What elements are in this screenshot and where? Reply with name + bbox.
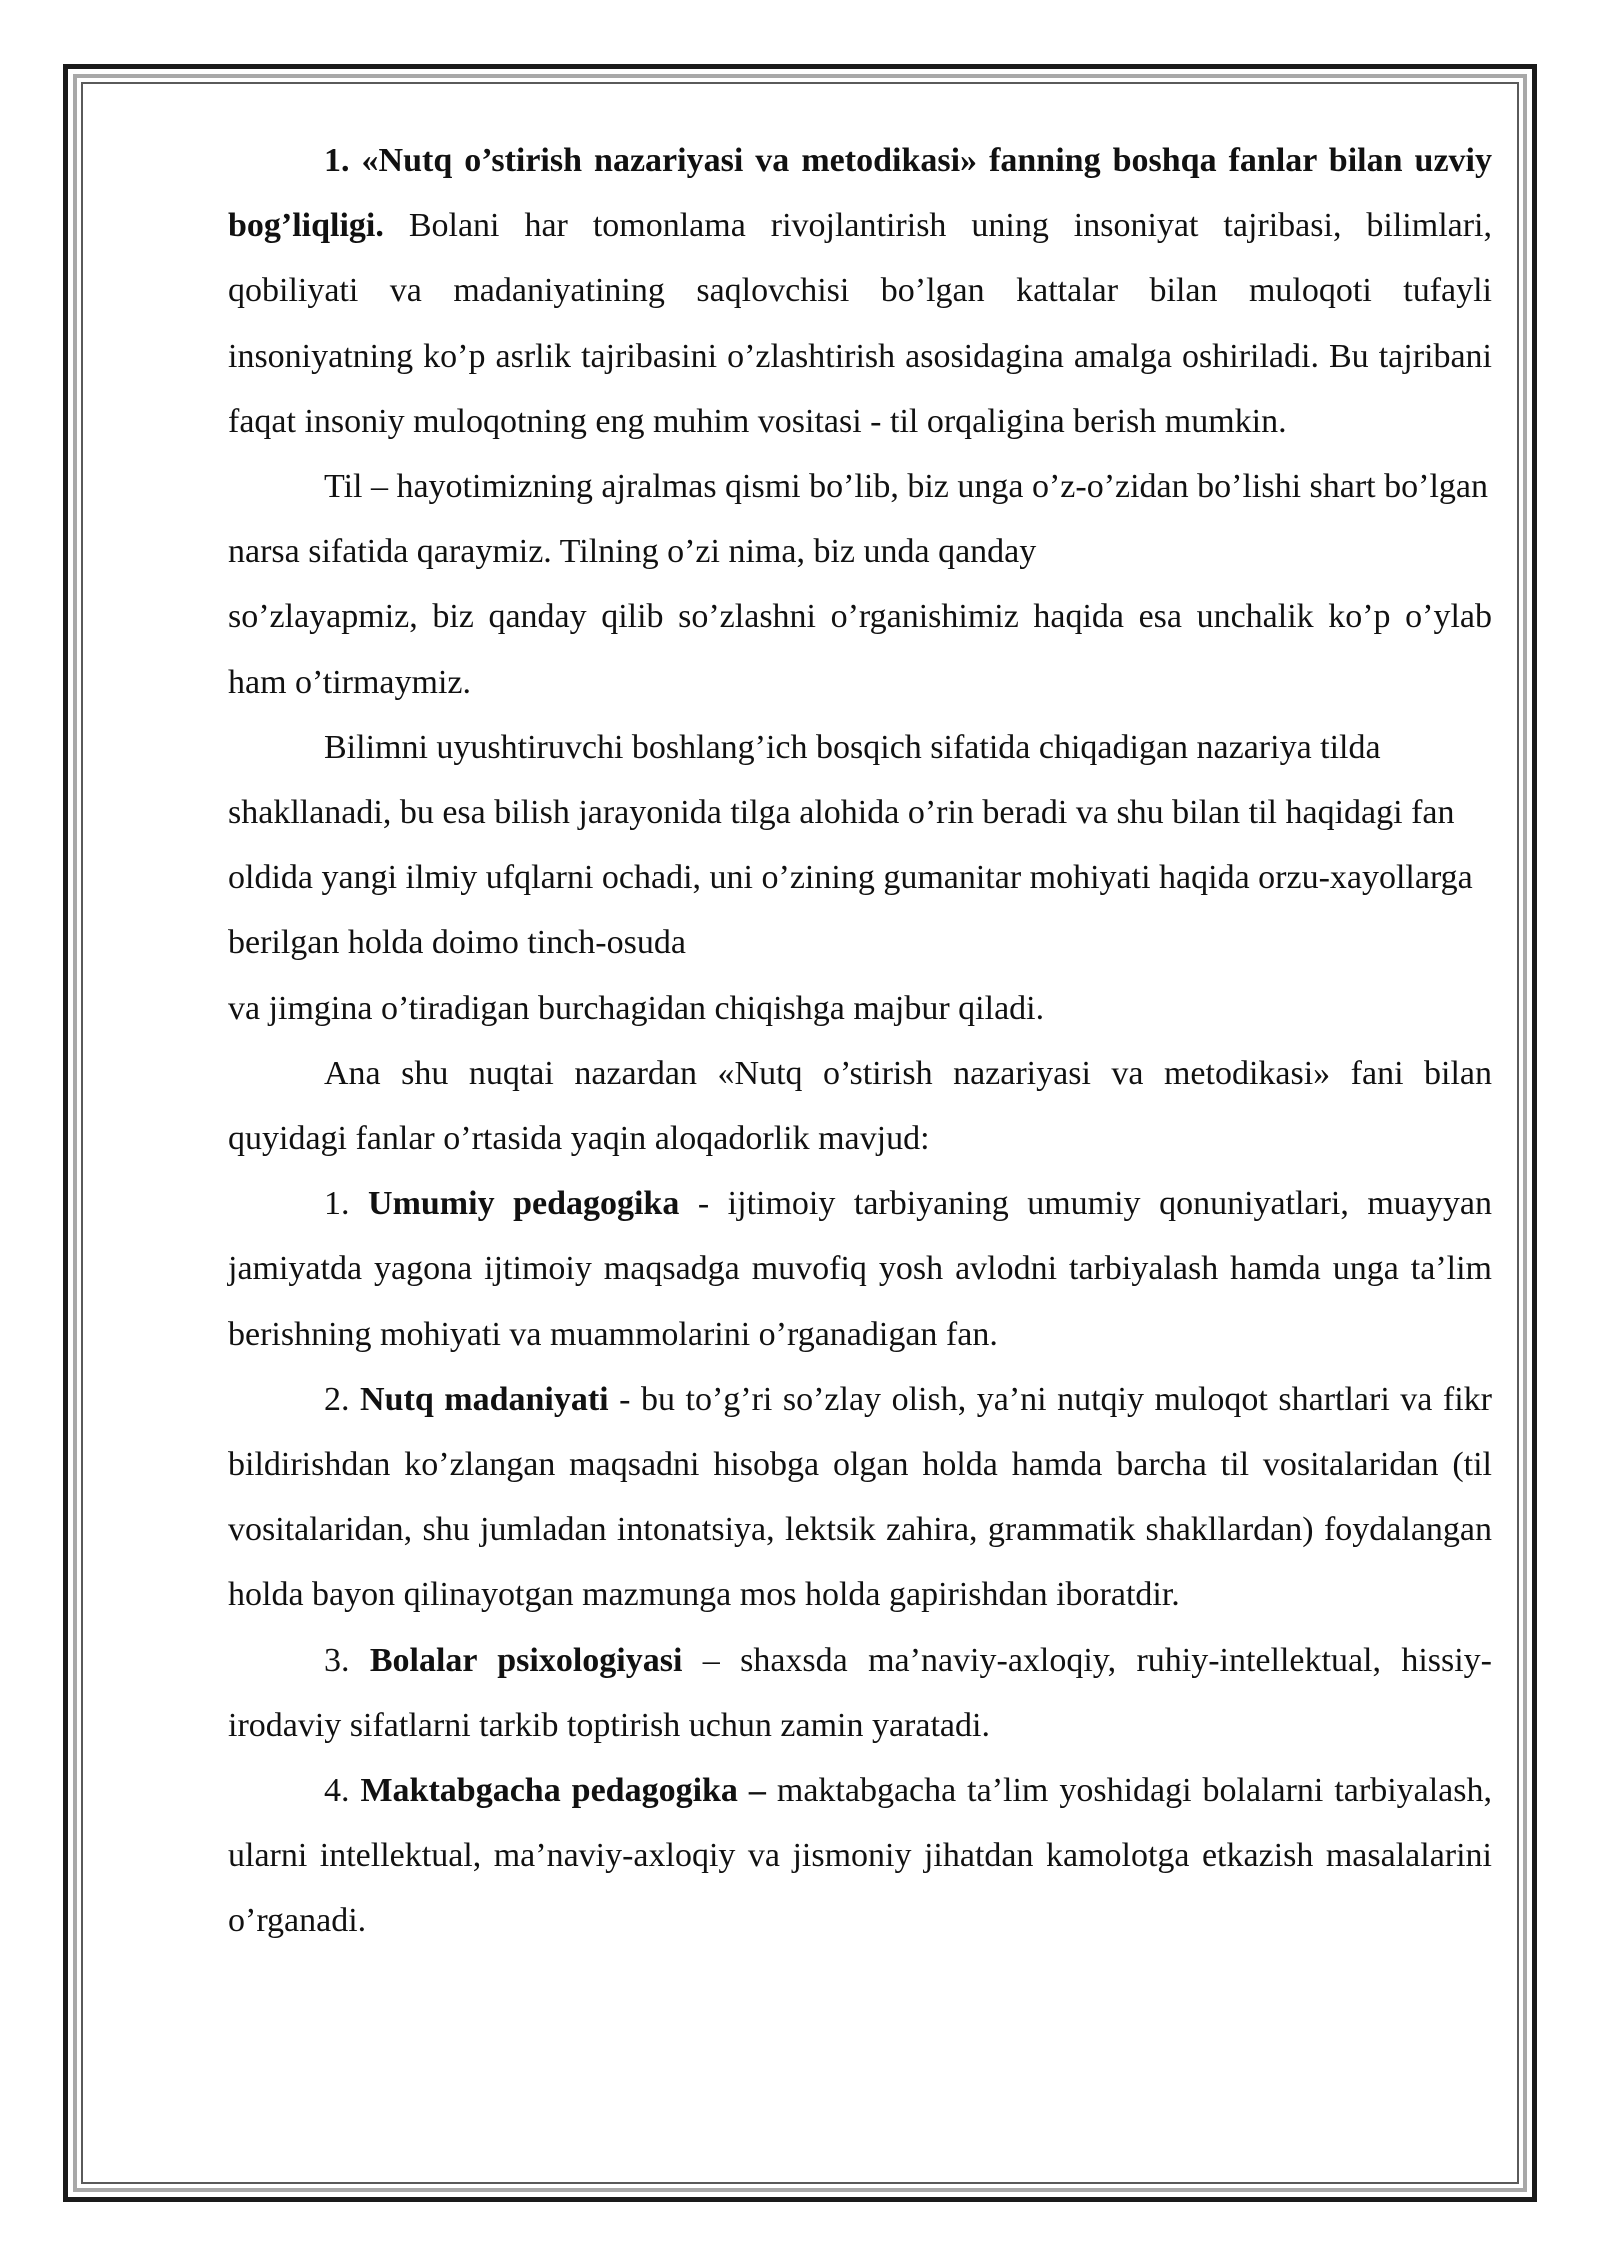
list-item-number: 1.: [324, 1185, 369, 1223]
list-item-text: maktabgacha ta’lim yoshidagi bolalarni tarbiyalash, ularni intellektual, ma’naviy-axloqiy va jismoniy jihatdan kamolotga etkazish masalalarini o’rganadi.: [228, 1772, 1492, 1940]
list-item-text: - ijtimoiy tarbiyaning umumiy qonuniyatlari, muayyan jamiyatda yagona ijtimoiy maqsadga muvofiq yosh avlodni tarbiyalash hamda unga ta’lim berishning mohiyati va muammolarini o’rganadigan fan.: [228, 1185, 1492, 1353]
section-heading: 1. «Nutq o’stirish nazariyasi va metodikasi» fanning boshqa fanlar bilan uzviy bog’liqligi.: [228, 142, 1492, 245]
list-item-term: Nutq madaniyati: [360, 1380, 609, 1418]
paragraph-til-line1: Til – hayotimizning ajralmas qismi bo’lib, biz unga o’z-o’zidan bo’lishi shart bo’lgan narsa sifatida qaraymiz. Tilning o’zi nima, biz unda qanday: [228, 468, 1488, 571]
list-item-number: 3.: [324, 1641, 370, 1679]
paragraph-intro-text: Bolani har tomonlama rivojlantirish uning insoniyat tajribasi, bilimlari, qobiliyati va madaniyatining saqlovchisi bo’lgan kattalar bilan muloqoti tufayli insoniyatning ko’p asrlik tajribasini o’zlashtirish asosidagina amalga oshiriladi. Bu tajribani faqat insoniy muloqotning eng muhim vositasi - til orqaligina berish mumkin.: [228, 207, 1492, 440]
list-item-term: Umumiy pedagogika: [368, 1185, 680, 1223]
list-item-text: - bu to’g’ri so’zlay olish, ya’ni nutqiy muloqot shartlari va fikr bildirishdan ko’zlangan maqsadni hisobga olgan holda hamda barcha til vositalaridan (til vositalaridan, shu jumladan intonatsiya, lektsik zahira, grammatik shakllardan) foydalangan holda bayon qilinayotgan mazmunga mos holda gapirishdan iboratdir.: [228, 1380, 1493, 1614]
list-item-number: 2.: [324, 1380, 361, 1418]
list-item: [228, 1367, 1492, 1628]
paragraph-til-line2: so’zlayapmiz, biz qanday qilib so’zlashni o’rganishimiz haqida esa unchalik ko’p o’ylab ham o’tirmaymiz.: [228, 598, 1492, 701]
paragraph-bilim-line1: Bilimni uyushtiruvchi boshlang’ich bosqich sifatida chiqadigan nazariya tilda shakllanadi, bu esa bilish jarayonida tilga alohida o’rin beradi va shu bilan til haqidagi fan oldida yangi ilmiy ufqlarni ochadi, uni o’zining gumanitar mohiyati haqida orzu-xayollarga berilgan holda doimo tinch-osuda: [228, 728, 1473, 962]
paragraph-ana-shu: Ana shu nuqtai nazardan «Nutq o’stirish nazariyasi va metodikasi» fani bilan quyidagi fanlar o’rtasida yaqin aloqadorlik mavjud:: [228, 1054, 1492, 1158]
list-item-term: Bolalar psixologiyasi: [369, 1641, 683, 1679]
list-item: [228, 1758, 1492, 1954]
paragraph-bilim-line2: va jimgina o’tiradigan burchagidan chiqishga majbur qiladi.: [228, 989, 1045, 1027]
paragraph-intro: [228, 128, 1492, 454]
list-item-text: – shaxsda ma’naviy-axloqiy, ruhiy-intellektual, hissiy-irodaviy sifatlarni tarkib toptirish uchun zamin yaratadi.: [228, 1641, 1493, 1744]
list-item-term: Maktabgacha pedagogika –: [360, 1772, 766, 1810]
list-item-number: 4.: [324, 1772, 361, 1810]
document-body: [228, 128, 1492, 1954]
list-item: [228, 1628, 1492, 1758]
list-item: [228, 1171, 1492, 1367]
